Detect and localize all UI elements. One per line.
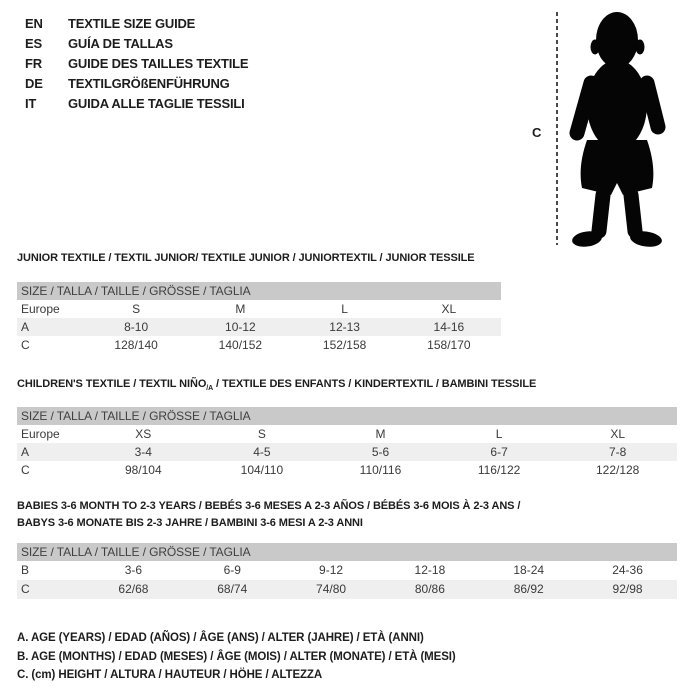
footnote-list [17, 629, 456, 685]
height-cell: 92/98 [612, 582, 643, 596]
months-cell: 3-6 [124, 563, 143, 577]
table-row [17, 580, 677, 599]
babies-size-table [17, 543, 677, 599]
table-row [17, 336, 501, 354]
lang-code: FR [25, 56, 42, 71]
lang-row-en [25, 14, 248, 34]
title-line1: BABIES 3-6 MONTH TO 2-3 YEARS / BEBÉS 3-6 MESES A 2-3 AÑOS / BÉBÉS 3-6 MOIS À 2-3 ANS / [17, 500, 521, 512]
height-cell: 68/74 [217, 582, 248, 596]
lang-code: DE [25, 76, 43, 91]
size-cell: M [375, 427, 386, 441]
title-text: CHILDREN'S TEXTILE / TEXTIL NIÑO [17, 378, 207, 390]
months-cell: 18-24 [513, 563, 545, 577]
junior-size-table [17, 282, 501, 354]
size-cell: XS [135, 427, 152, 441]
height-cell: 158/170 [427, 338, 471, 352]
lang-row-es [25, 34, 248, 54]
title-line2: BABYS 3-6 MONATE BIS 2-3 JAHRE / BAMBINI 3-6 MESI A 2-3 ANNI [17, 517, 363, 529]
height-cell: 110/116 [359, 463, 402, 477]
footnote-a: A. AGE (YEARS) / EDAD (AÑOS) / ÂGE (ANS) / ALTER (JAHRE) / ETÀ (ANNI) [17, 632, 424, 644]
footnote-b: B. AGE (MONTHS) / EDAD (MESES) / ÂGE (MOIS) / ALTER (MONATE) / ETÀ (MESI) [17, 650, 456, 663]
height-cell: 62/68 [118, 582, 149, 596]
title-subscript: /A [206, 385, 214, 393]
lang-title: GUÍA DE TALLAS [68, 36, 173, 51]
months-cell: 12-18 [414, 563, 446, 577]
table-row [17, 561, 677, 580]
age-cell: 7-8 [609, 445, 627, 459]
height-cell: 80/86 [414, 582, 445, 596]
lang-title: TEXTILE SIZE GUIDE [68, 16, 196, 31]
height-cell: 140/152 [218, 338, 263, 352]
age-cell: 10-12 [225, 320, 256, 334]
height-cell: 86/92 [513, 582, 544, 596]
age-cell: 8-10 [124, 320, 149, 334]
age-cell: 3-4 [134, 445, 152, 459]
size-cell: XL [441, 302, 457, 316]
size-cell: S [257, 427, 266, 441]
row-label: B [21, 563, 30, 577]
children-section-title [17, 378, 536, 392]
row-label: A [21, 320, 30, 334]
months-cell: 24-36 [612, 563, 643, 577]
toddler-silhouette-icon [555, 5, 700, 249]
size-cell: L [495, 427, 503, 441]
lang-row-it [25, 94, 248, 114]
age-cell: 4-5 [253, 445, 271, 459]
height-cell: 122/128 [595, 463, 640, 477]
age-cell: 12-13 [329, 320, 360, 334]
table-row [17, 425, 677, 443]
lang-title: GUIDA ALLE TAGLIE TESSILI [68, 96, 245, 111]
babies-section-title [17, 498, 520, 532]
row-label: C [21, 463, 30, 477]
lang-title: TEXTILGRÖßENFÜHRUNG [68, 76, 230, 91]
footnote-c: C. (cm) HEIGHT / ALTURA / HAUTEUR / HÖHE / ALTEZZA [17, 669, 323, 681]
language-title-list [25, 14, 248, 114]
lang-title: GUIDE DES TAILLES TEXTILE [68, 56, 249, 71]
height-cell: 74/80 [316, 582, 347, 596]
size-cell: M [235, 302, 246, 316]
height-cell: 152/158 [322, 338, 367, 352]
lang-row-de [25, 74, 248, 94]
junior-section-title: JUNIOR TEXTILE / TEXTIL JUNIOR/ TEXTILE JUNIOR / JUNIORTEXTIL / JUNIOR TESSILE [17, 252, 475, 264]
table-row [17, 443, 677, 461]
size-header-bar: SIZE / TALLA / TAILLE / GRÖSSE / TAGLIA [17, 543, 677, 561]
size-cell: S [132, 302, 141, 316]
size-cell: XL [610, 427, 626, 441]
height-measure-label: C [532, 125, 542, 140]
size-cell: L [341, 302, 348, 316]
lang-code: IT [25, 96, 37, 111]
row-label: Europe [21, 302, 60, 316]
row-label: C [21, 338, 30, 352]
age-cell: 6-7 [490, 445, 508, 459]
lang-code: ES [25, 36, 42, 51]
table-row [17, 461, 677, 479]
height-cell: 128/140 [114, 338, 158, 352]
row-label: A [21, 445, 30, 459]
row-label: C [21, 582, 30, 596]
height-cell: 104/110 [240, 463, 284, 477]
table-row [17, 300, 501, 318]
months-cell: 6-9 [223, 563, 241, 577]
children-size-table [17, 407, 677, 479]
lang-row-fr [25, 54, 248, 74]
title-text: / TEXTILE DES ENFANTS / KINDERTEXTIL / BAMBINI TESSILE [213, 378, 537, 390]
size-header-bar: SIZE / TALLA / TAILLE / GRÖSSE / TAGLIA [17, 407, 677, 425]
lang-code: EN [25, 16, 43, 31]
months-cell: 9-12 [319, 563, 344, 577]
age-cell: 14-16 [433, 320, 465, 334]
table-row [17, 318, 501, 336]
height-cell: 98/104 [124, 463, 162, 477]
row-label: Europe [21, 427, 60, 441]
size-header-bar: SIZE / TALLA / TAILLE / GRÖSSE / TAGLIA [17, 282, 501, 300]
height-cell: 116/122 [477, 463, 521, 477]
age-cell: 5-6 [371, 445, 390, 459]
